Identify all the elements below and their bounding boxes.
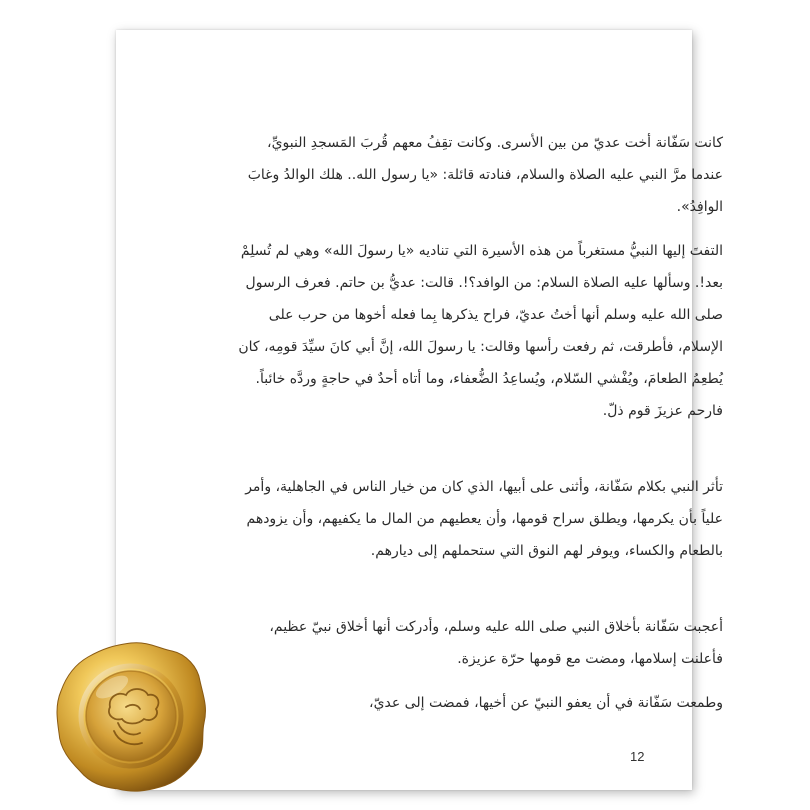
paragraph-3: تأثر النبي بكلام سَفّانة، وأثنى على أبيها، الذي كان من خيار الناس في الجاهلية، وأمر علياً بأن يكرمها، ويطلق سراح قومها، وأن يعطيهم من المال ما يكفيهم، وأن يزودهم بالطعام والكساء، ويوفر لهم النوق التي ستحملهم إلى ديارهم. bbox=[245, 479, 723, 559]
wax-seal-icon bbox=[52, 637, 210, 795]
paragraph-2: التفتَ إليها النبيُّ مستغرباً من هذه الأسيرة التي تناديه «يا رسولَ الله» وهي لم تُسلِمْ بعد!. وسألها عليه الصلاة السلام: من الوافد؟!. قالت: عديُّ بن حاتم. فعرف الرسول صلى الله عليه وسلم أنها أختُ عديّ، فراح يذكرها بِما فعله أخوها من حرب على الإسلام، فأطرقت، ثم رفعت رأسها وقالت: يا رسولَ الله، إنَّ أبي كانَ سيِّدَ قومِه، كان يُطعِمُ الطعامَ، ويُفْشي السّلام، ويُساعِدُ الضُّعفاء، وما أتاه أحدٌ في حاجةٍ وردَّه خائباً. فارحم عزيزَ قوم ذلّ. bbox=[238, 243, 723, 419]
paragraph-4: أعجبت سَفّانة بأخلاق النبي صلى الله عليه وسلم، وأدركت أنها أخلاق نبيّ عظيم، فأعلنت إسلامها، ومضت مع قومها حرّة عزيزة. bbox=[269, 619, 723, 667]
page-number: 12 bbox=[630, 749, 645, 764]
paragraph-1: كانت سَفّانة أخت عديّ من بين الأسرى. وكانت تقِفُ معهم قُربَ المَسجدِ النبويِّ، عندما مرَّ النبي عليه الصلاة والسلام، فنادته قائلة: «يا رسول الله.. هلك الوالدُ وغابَ الوافِدُ». bbox=[247, 135, 723, 215]
paragraph-5: وطمعت سَفّانة في أن يعفو النبيّ عن أخيها، فمضت إلى عديّ، bbox=[369, 695, 723, 711]
